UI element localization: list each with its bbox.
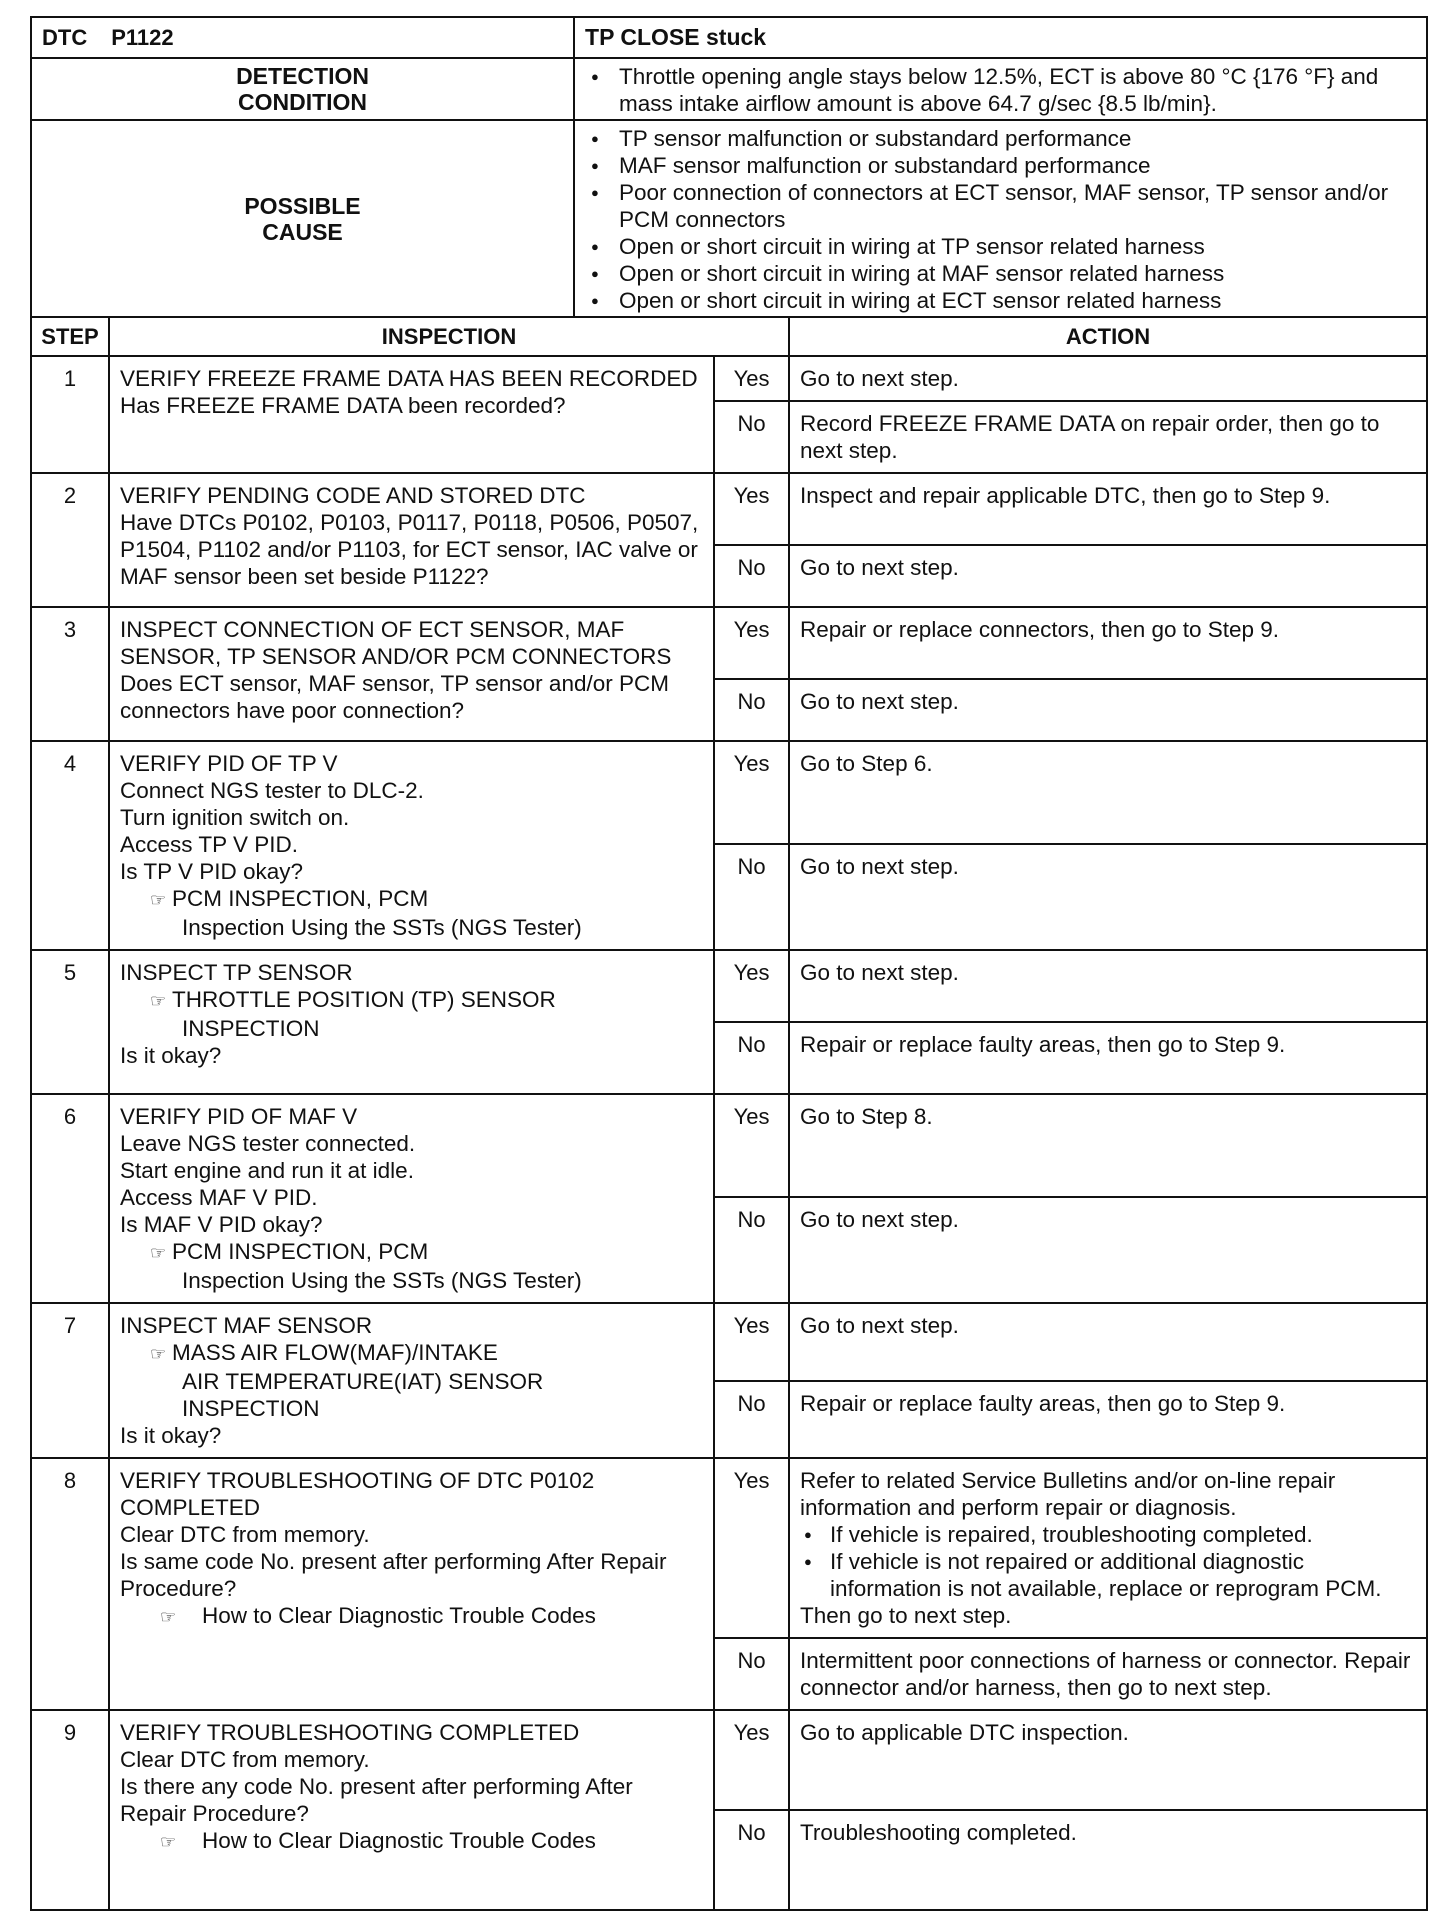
yes-action-bullet: ● If vehicle is repaired, troubleshooting completed. <box>800 1521 1416 1548</box>
reference-link[interactable]: How to Clear Diagnostic Trouble Codes <box>202 1828 596 1853</box>
reference-link[interactable]: AIR TEMPERATURE(IAT) SENSOR <box>182 1369 544 1394</box>
no-label: No <box>714 679 789 741</box>
yes-action-intro: Refer to related Service Bulletins and/or on-line repair information and perform repair or diagnosis. <box>800 1468 1336 1520</box>
possible-cause-row <box>31 120 1427 317</box>
detection-list <box>585 63 1416 117</box>
dtc-code: P1122 <box>111 25 174 50</box>
step-number: 6 <box>31 1094 109 1303</box>
no-label: No <box>714 1022 789 1094</box>
inspection-line: Have DTCs P0102, P0103, P0117, P0118, P0506, P0507, P1504, P1102 and/or P1103, for ECT sensor, IAC valve or MAF sensor been set beside P1122? <box>120 510 699 589</box>
no-label: No <box>714 401 789 473</box>
step-number: 2 <box>31 473 109 607</box>
column-header-row <box>31 317 1427 356</box>
detection-label <box>31 58 574 120</box>
inspection-line: Clear DTC from memory. <box>120 1747 370 1772</box>
no-action: Go to next step. <box>789 545 1427 607</box>
inspection-line: Access TP V PID. <box>120 832 298 857</box>
inspection-line: INSPECT CONNECTION OF ECT SENSOR, MAF SENSOR, TP SENSOR AND/OR PCM CONNECTORS <box>120 617 672 669</box>
possible-cause-item: ● Open or short circuit in wiring at MAF sensor related harness <box>585 260 1416 287</box>
reference-icon: ☞ <box>150 991 167 1011</box>
yes-action-outro: Then go to next step. <box>800 1603 1012 1628</box>
possible-cause-item: ● TP sensor malfunction or substandard performance <box>585 125 1416 152</box>
step-number: 5 <box>31 950 109 1094</box>
step-number: 9 <box>31 1710 109 1910</box>
reference-link[interactable]: INSPECTION <box>182 1396 320 1421</box>
yes-action: Repair or replace connectors, then go to Step 9. <box>789 607 1427 679</box>
inspection-line: INSPECT MAF SENSOR <box>120 1313 373 1338</box>
inspection-line: Start engine and run it at idle. <box>120 1158 414 1183</box>
no-action: Intermittent poor connections of harness or connector. Repair connector and/or harness, then go to next step. <box>789 1638 1427 1710</box>
step-inspection <box>109 1303 714 1458</box>
inspection-line: Leave NGS tester connected. <box>120 1131 416 1156</box>
step-row <box>31 1710 1427 1810</box>
possible-cause-label-line1: POSSIBLE <box>244 192 361 219</box>
no-label: No <box>714 844 789 950</box>
no-action: Record FREEZE FRAME DATA on repair order, then go to next step. <box>789 401 1427 473</box>
inspection-line: VERIFY PENDING CODE AND STORED DTC <box>120 483 586 508</box>
detection-text-cell <box>574 58 1427 120</box>
step-row <box>31 1094 1427 1197</box>
inspection-line: Is TP V PID okay? <box>120 859 303 884</box>
no-action: Repair or replace faulty areas, then go to Step 9. <box>789 1022 1427 1094</box>
inspection-line: VERIFY TROUBLESHOOTING COMPLETED <box>120 1720 580 1745</box>
no-action: Troubleshooting completed. <box>789 1810 1427 1910</box>
no-action: Go to next step. <box>789 844 1427 950</box>
step-inspection <box>109 473 714 607</box>
step-inspection <box>109 1458 714 1710</box>
reference-link[interactable]: THROTTLE POSITION (TP) SENSOR <box>172 987 556 1012</box>
reference-link[interactable]: Inspection Using the SSTs (NGS Tester) <box>182 915 582 940</box>
step-row <box>31 1458 1427 1638</box>
possible-cause-label <box>31 120 574 317</box>
possible-cause-item: ● Open or short circuit in wiring at TP sensor related harness <box>585 233 1416 260</box>
inspection-line: Is it okay? <box>120 1423 222 1448</box>
column-header-action: ACTION <box>789 317 1427 356</box>
reference-link[interactable]: Inspection Using the SSTs (NGS Tester) <box>182 1268 582 1293</box>
column-header-inspection: INSPECTION <box>109 317 789 356</box>
dtc-code-cell <box>31 17 574 58</box>
no-label: No <box>714 1197 789 1303</box>
yes-action: Go to next step. <box>789 356 1427 401</box>
inspection-line: INSPECT TP SENSOR <box>120 960 353 985</box>
yes-label: Yes <box>714 356 789 401</box>
inspection-line: Is it okay? <box>120 1043 222 1068</box>
step-row <box>31 356 1427 401</box>
inspection-line: Turn ignition switch on. <box>120 805 350 830</box>
reference-link[interactable]: PCM INSPECTION, PCM <box>172 886 429 911</box>
detection-text: ● Throttle opening angle stays below 12.5%, ECT is above 80 °C {176 °F} and mass intake airflow amount is above 64.7 g/sec {8.5 lb/min}. <box>585 63 1416 117</box>
possible-cause-list-cell <box>574 120 1427 317</box>
yes-label: Yes <box>714 473 789 545</box>
inspection-line: Clear DTC from memory. <box>120 1522 370 1547</box>
step-row <box>31 950 1427 1022</box>
reference-link[interactable]: INSPECTION <box>182 1016 320 1041</box>
column-header-step: STEP <box>31 317 109 356</box>
step-number: 1 <box>31 356 109 473</box>
yes-label: Yes <box>714 607 789 679</box>
yes-action: Go to next step. <box>789 950 1427 1022</box>
no-label: No <box>714 1381 789 1459</box>
yes-label: Yes <box>714 1710 789 1810</box>
header-row <box>31 17 1427 58</box>
reference-icon: ☞ <box>160 1607 177 1627</box>
dtc-label: DTC <box>42 25 88 50</box>
no-label: No <box>714 1638 789 1710</box>
step-row <box>31 741 1427 844</box>
inspection-line: VERIFY PID OF TP V <box>120 751 338 776</box>
reference-icon: ☞ <box>150 1344 167 1364</box>
possible-cause-item: ● Open or short circuit in wiring at ECT sensor related harness <box>585 287 1416 314</box>
yes-label: Yes <box>714 741 789 844</box>
dtc-title: TP CLOSE stuck <box>574 17 1427 58</box>
reference-link[interactable]: MASS AIR FLOW(MAF)/INTAKE <box>172 1340 498 1365</box>
no-label: No <box>714 1810 789 1910</box>
yes-action: Go to next step. <box>789 1303 1427 1381</box>
step-number: 8 <box>31 1458 109 1710</box>
detection-label-line2: CONDITION <box>237 89 368 115</box>
yes-label: Yes <box>714 1458 789 1638</box>
step-inspection <box>109 356 714 473</box>
inspection-line: VERIFY PID OF MAF V <box>120 1104 358 1129</box>
inspection-line: VERIFY TROUBLESHOOTING OF DTC P0102 COMPLETED <box>120 1468 595 1520</box>
inspection-line: Does ECT sensor, MAF sensor, TP sensor and/or PCM connectors have poor connection? <box>120 671 669 723</box>
yes-action: Go to Step 8. <box>789 1094 1427 1197</box>
yes-label: Yes <box>714 1094 789 1197</box>
step-inspection <box>109 1094 714 1303</box>
reference-icon: ☞ <box>160 1832 177 1852</box>
step-inspection <box>109 607 714 741</box>
inspection-line: VERIFY FREEZE FRAME DATA HAS BEEN RECORDED <box>120 366 698 391</box>
step-row <box>31 607 1427 679</box>
yes-label: Yes <box>714 950 789 1022</box>
dtc-procedure-page <box>30 16 1426 1911</box>
detection-label-line1: DETECTION <box>236 63 369 89</box>
yes-action <box>789 1458 1427 1638</box>
step-inspection <box>109 950 714 1094</box>
possible-cause-label-line2: CAUSE <box>262 218 343 245</box>
inspection-line: Has FREEZE FRAME DATA been recorded? <box>120 393 566 418</box>
inspection-line: Is same code No. present after performing After Repair Procedure? <box>120 1549 667 1601</box>
step-inspection <box>109 741 714 950</box>
yes-action-bullets <box>800 1521 1416 1602</box>
yes-action: Go to applicable DTC inspection. <box>789 1710 1427 1810</box>
yes-action: Inspect and repair applicable DTC, then go to Step 9. <box>789 473 1427 545</box>
reference-icon: ☞ <box>150 1243 167 1263</box>
reference-icon: ☞ <box>150 890 167 910</box>
possible-cause-item: ● MAF sensor malfunction or substandard performance <box>585 152 1416 179</box>
reference-link[interactable]: PCM INSPECTION, PCM <box>172 1239 429 1264</box>
dtc-table <box>30 16 1428 1911</box>
no-action: Go to next step. <box>789 679 1427 741</box>
reference-link[interactable]: How to Clear Diagnostic Trouble Codes <box>202 1603 596 1628</box>
possible-cause-list <box>585 125 1416 314</box>
no-label: No <box>714 545 789 607</box>
step-row <box>31 473 1427 545</box>
no-action: Repair or replace faulty areas, then go to Step 9. <box>789 1381 1427 1459</box>
yes-action-bullet: ● If vehicle is not repaired or additional diagnostic information is not available, replace or reprogram PCM. <box>800 1548 1416 1602</box>
step-row <box>31 1303 1427 1381</box>
possible-cause-item: ● Poor connection of connectors at ECT sensor, MAF sensor, TP sensor and/or PCM connectors <box>585 179 1416 233</box>
no-action: Go to next step. <box>789 1197 1427 1303</box>
step-number: 4 <box>31 741 109 950</box>
inspection-line: Access MAF V PID. <box>120 1185 318 1210</box>
step-number: 3 <box>31 607 109 741</box>
step-inspection <box>109 1710 714 1910</box>
inspection-line: Connect NGS tester to DLC-2. <box>120 778 424 803</box>
yes-label: Yes <box>714 1303 789 1381</box>
detection-row <box>31 58 1427 120</box>
step-number: 7 <box>31 1303 109 1458</box>
inspection-line: Is there any code No. present after performing After Repair Procedure? <box>120 1774 633 1826</box>
yes-action: Go to Step 6. <box>789 741 1427 844</box>
inspection-line: Is MAF V PID okay? <box>120 1212 323 1237</box>
